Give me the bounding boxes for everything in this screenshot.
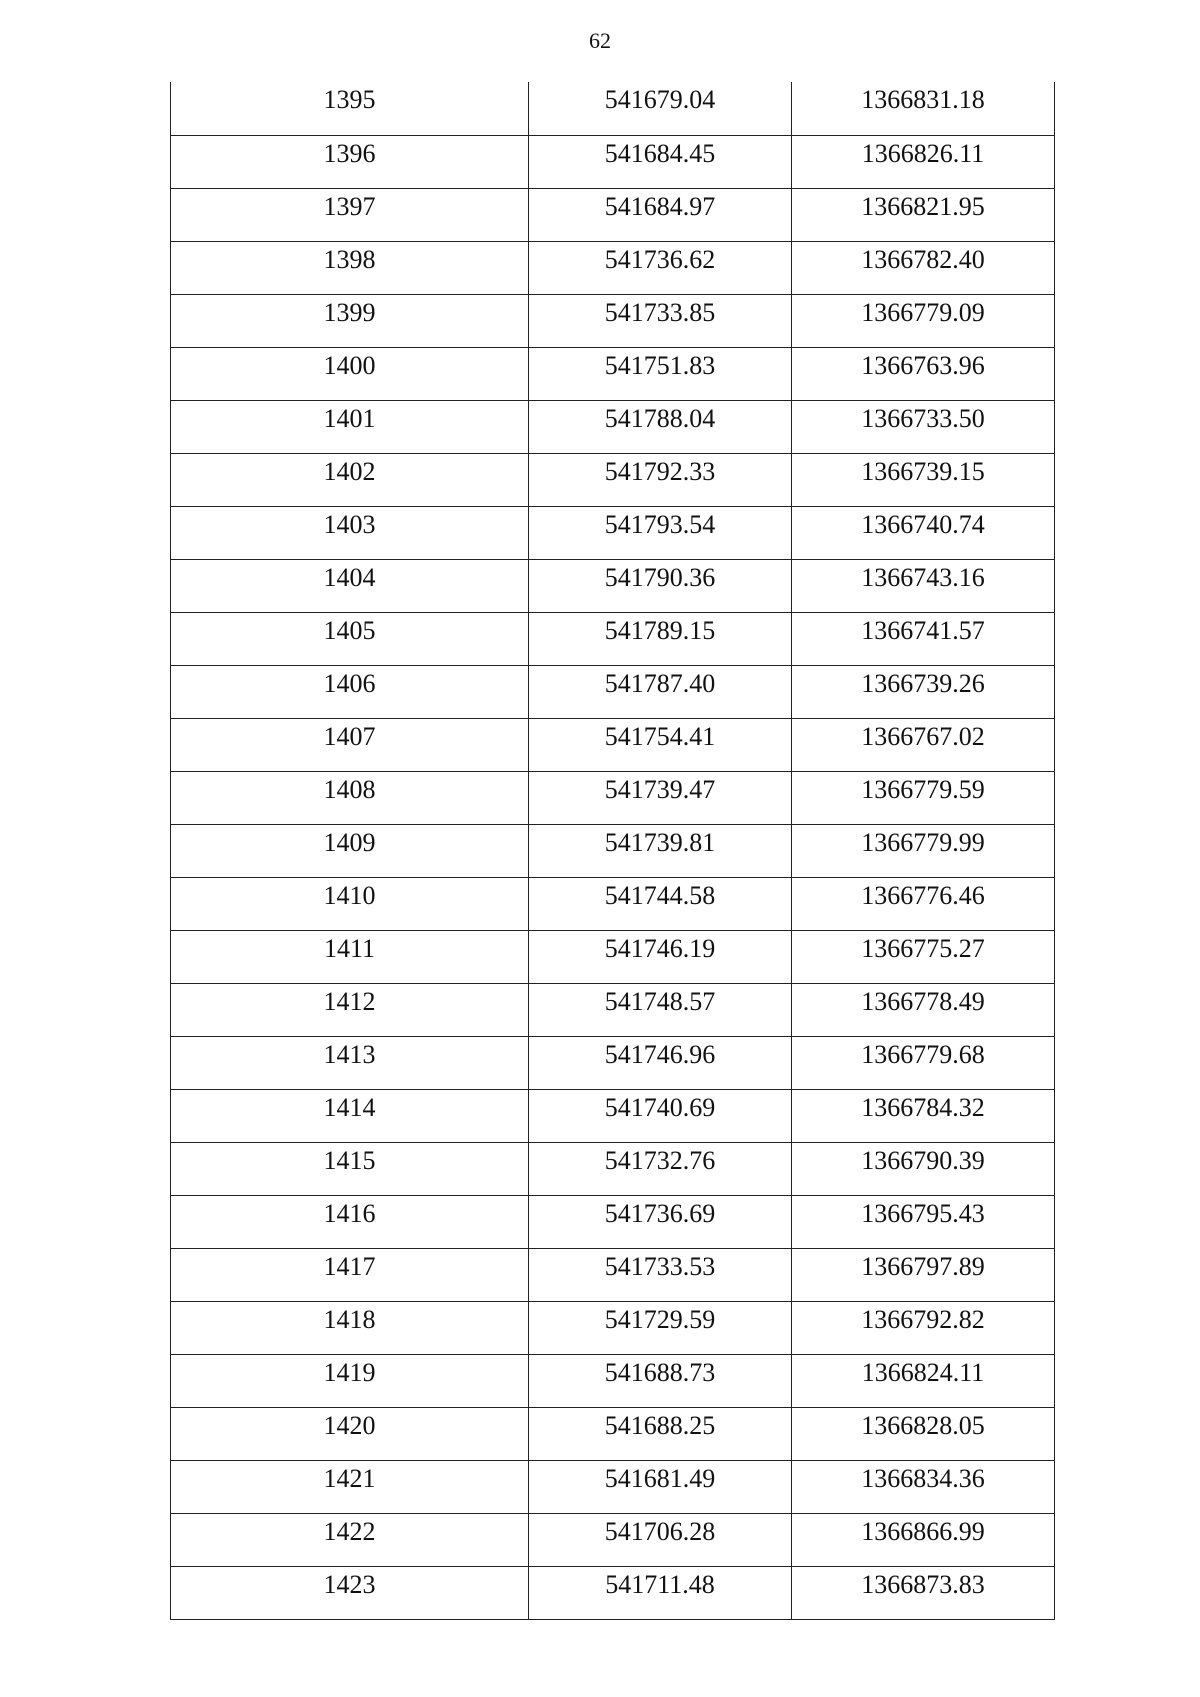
cell-text: 1402 — [323, 456, 376, 486]
x-coordinate-cell — [529, 241, 792, 294]
table-row — [171, 1301, 1055, 1354]
point-number-cell — [171, 1354, 529, 1407]
cell-text: 1423 — [323, 1569, 376, 1599]
table-row — [171, 241, 1055, 294]
cell-text: 1410 — [323, 880, 376, 910]
point-number-cell — [171, 983, 529, 1036]
cell-text: 1412 — [323, 986, 376, 1016]
cell-text: 541793.54 — [604, 509, 716, 539]
cell-text: 541732.76 — [604, 1145, 716, 1175]
cell-text: 1366763.96 — [861, 350, 985, 380]
y-coordinate-cell — [792, 453, 1055, 506]
point-number-cell — [171, 506, 529, 559]
point-number-cell — [171, 824, 529, 877]
cell-text: 1366779.09 — [861, 297, 985, 327]
cell-text: 1366834.36 — [861, 1463, 985, 1493]
y-coordinate-cell — [792, 294, 1055, 347]
point-number-cell — [171, 1142, 529, 1195]
cell-text: 1366775.27 — [861, 933, 985, 963]
table-row — [171, 1036, 1055, 1089]
cell-text: 1415 — [323, 1145, 376, 1175]
cell-text: 541748.57 — [604, 986, 716, 1016]
x-coordinate-cell — [529, 135, 792, 188]
cell-text: 1366779.59 — [861, 774, 985, 804]
y-coordinate-cell — [792, 1089, 1055, 1142]
cell-text: 541789.15 — [604, 615, 716, 645]
cell-text: 541746.96 — [604, 1039, 716, 1069]
table-row — [171, 1248, 1055, 1301]
table-row — [171, 1566, 1055, 1619]
cell-text: 541729.59 — [604, 1304, 716, 1334]
table-row — [171, 665, 1055, 718]
x-coordinate-cell — [529, 1354, 792, 1407]
x-coordinate-cell — [529, 1248, 792, 1301]
cell-text: 1398 — [323, 244, 376, 274]
table-row — [171, 294, 1055, 347]
point-number-cell — [171, 188, 529, 241]
point-number-cell — [171, 771, 529, 824]
y-coordinate-cell — [792, 771, 1055, 824]
table-row — [171, 453, 1055, 506]
y-coordinate-cell — [792, 1460, 1055, 1513]
cell-text: 541754.41 — [604, 721, 716, 751]
cell-text: 1366779.99 — [861, 827, 985, 857]
coordinates-table — [170, 82, 1055, 1620]
table-row — [171, 718, 1055, 771]
cell-text: 541790.36 — [604, 562, 716, 592]
cell-text: 541736.69 — [604, 1198, 716, 1228]
table-row — [171, 824, 1055, 877]
point-number-cell — [171, 82, 529, 135]
cell-text: 541733.85 — [604, 297, 716, 327]
table-row — [171, 983, 1055, 1036]
cell-text: 1413 — [323, 1039, 376, 1069]
cell-text: 1366776.46 — [861, 880, 985, 910]
point-number-cell — [171, 400, 529, 453]
point-number-cell — [171, 347, 529, 400]
x-coordinate-cell — [529, 453, 792, 506]
cell-text: 1366797.89 — [861, 1251, 985, 1281]
cell-text: 1414 — [323, 1092, 376, 1122]
point-number-cell — [171, 665, 529, 718]
cell-text: 1396 — [323, 138, 376, 168]
table-row — [171, 1089, 1055, 1142]
cell-text: 1366792.82 — [861, 1304, 985, 1334]
cell-text: 541688.25 — [604, 1410, 716, 1440]
cell-text: 1366782.40 — [861, 244, 985, 274]
y-coordinate-cell — [792, 665, 1055, 718]
cell-text: 541744.58 — [604, 880, 716, 910]
table-row — [171, 1407, 1055, 1460]
cell-text: 1366739.26 — [861, 668, 985, 698]
y-coordinate-cell — [792, 559, 1055, 612]
point-number-cell — [171, 1301, 529, 1354]
cell-text: 1405 — [323, 615, 376, 645]
x-coordinate-cell — [529, 1195, 792, 1248]
cell-text: 1400 — [323, 350, 376, 380]
cell-text: 1409 — [323, 827, 376, 857]
cell-text: 1407 — [323, 721, 376, 751]
y-coordinate-cell — [792, 1407, 1055, 1460]
cell-text: 1406 — [323, 668, 376, 698]
y-coordinate-cell — [792, 135, 1055, 188]
table-row — [171, 188, 1055, 241]
y-coordinate-cell — [792, 400, 1055, 453]
cell-text: 541688.73 — [604, 1357, 716, 1387]
point-number-cell — [171, 1407, 529, 1460]
point-number-cell — [171, 1460, 529, 1513]
point-number-cell — [171, 135, 529, 188]
point-number-cell — [171, 718, 529, 771]
cell-text: 1420 — [323, 1410, 376, 1440]
cell-text: 541751.83 — [604, 350, 716, 380]
cell-text: 1366779.68 — [861, 1039, 985, 1069]
y-coordinate-cell — [792, 1036, 1055, 1089]
x-coordinate-cell — [529, 824, 792, 877]
x-coordinate-cell — [529, 1407, 792, 1460]
cell-text: 541787.40 — [604, 668, 716, 698]
cell-text: 1366873.83 — [861, 1569, 985, 1599]
cell-text: 1399 — [323, 297, 376, 327]
x-coordinate-cell — [529, 983, 792, 1036]
cell-text: 541792.33 — [604, 456, 716, 486]
x-coordinate-cell — [529, 1036, 792, 1089]
y-coordinate-cell — [792, 506, 1055, 559]
table-row — [171, 1142, 1055, 1195]
y-coordinate-cell — [792, 1248, 1055, 1301]
cell-text: 541681.49 — [604, 1463, 716, 1493]
table-body — [171, 82, 1055, 1619]
table-row — [171, 347, 1055, 400]
cell-text: 1422 — [323, 1516, 376, 1546]
y-coordinate-cell — [792, 1354, 1055, 1407]
cell-text: 1366767.02 — [861, 721, 985, 751]
point-number-cell — [171, 930, 529, 983]
cell-text: 1366741.57 — [861, 615, 985, 645]
page-number: 62 — [589, 28, 611, 53]
cell-text: 1411 — [323, 933, 376, 963]
cell-text: 541736.62 — [604, 244, 716, 274]
y-coordinate-cell — [792, 1195, 1055, 1248]
cell-text: 1408 — [323, 774, 376, 804]
point-number-cell — [171, 559, 529, 612]
cell-text: 1404 — [323, 562, 376, 592]
x-coordinate-cell — [529, 877, 792, 930]
cell-text: 1366821.95 — [861, 191, 985, 221]
cell-text: 1418 — [323, 1304, 376, 1334]
cell-text: 1421 — [323, 1463, 376, 1493]
y-coordinate-cell — [792, 241, 1055, 294]
x-coordinate-cell — [529, 1142, 792, 1195]
table-row — [171, 1460, 1055, 1513]
y-coordinate-cell — [792, 1566, 1055, 1619]
point-number-cell — [171, 1566, 529, 1619]
x-coordinate-cell — [529, 559, 792, 612]
y-coordinate-cell — [792, 1301, 1055, 1354]
x-coordinate-cell — [529, 188, 792, 241]
cell-text: 1366828.05 — [861, 1410, 985, 1440]
cell-text: 1366866.99 — [861, 1516, 985, 1546]
x-coordinate-cell — [529, 1089, 792, 1142]
cell-text: 541706.28 — [604, 1516, 716, 1546]
cell-text: 541740.69 — [604, 1092, 716, 1122]
cell-text: 541788.04 — [604, 403, 716, 433]
cell-text: 541684.97 — [604, 191, 716, 221]
cell-text: 1366824.11 — [861, 1357, 985, 1387]
x-coordinate-cell — [529, 82, 792, 135]
cell-text: 1366778.49 — [861, 986, 985, 1016]
point-number-cell — [171, 612, 529, 665]
y-coordinate-cell — [792, 983, 1055, 1036]
table-row — [171, 506, 1055, 559]
cell-text: 1395 — [323, 85, 376, 114]
cell-text: 541739.47 — [604, 774, 716, 804]
cell-text: 541679.04 — [604, 85, 716, 114]
y-coordinate-cell — [792, 930, 1055, 983]
table-row — [171, 1513, 1055, 1566]
table-row — [171, 1354, 1055, 1407]
table-row — [171, 612, 1055, 665]
cell-text: 1366784.32 — [861, 1092, 985, 1122]
x-coordinate-cell — [529, 506, 792, 559]
table-row — [171, 771, 1055, 824]
y-coordinate-cell — [792, 347, 1055, 400]
cell-text: 1366733.50 — [861, 403, 985, 433]
point-number-cell — [171, 1089, 529, 1142]
x-coordinate-cell — [529, 1566, 792, 1619]
table-row — [171, 930, 1055, 983]
cell-text: 1366831.18 — [861, 85, 985, 114]
x-coordinate-cell — [529, 1301, 792, 1354]
y-coordinate-cell — [792, 1142, 1055, 1195]
y-coordinate-cell — [792, 82, 1055, 135]
y-coordinate-cell — [792, 612, 1055, 665]
y-coordinate-cell — [792, 877, 1055, 930]
x-coordinate-cell — [529, 1513, 792, 1566]
y-coordinate-cell — [792, 718, 1055, 771]
cell-text: 541684.45 — [604, 138, 716, 168]
cell-text: 1366739.15 — [861, 456, 985, 486]
cell-text: 1366740.74 — [861, 509, 985, 539]
table-row — [171, 82, 1055, 135]
table-row — [171, 135, 1055, 188]
cell-text: 1397 — [323, 191, 376, 221]
cell-text: 1419 — [323, 1357, 376, 1387]
point-number-cell — [171, 294, 529, 347]
x-coordinate-cell — [529, 1460, 792, 1513]
point-number-cell — [171, 453, 529, 506]
cell-text: 1417 — [323, 1251, 376, 1281]
y-coordinate-cell — [792, 188, 1055, 241]
x-coordinate-cell — [529, 718, 792, 771]
x-coordinate-cell — [529, 665, 792, 718]
point-number-cell — [171, 1248, 529, 1301]
table-row — [171, 559, 1055, 612]
cell-text: 1416 — [323, 1198, 376, 1228]
cell-text: 1366743.16 — [861, 562, 985, 592]
cell-text: 541746.19 — [604, 933, 716, 963]
x-coordinate-cell — [529, 930, 792, 983]
cell-text: 1366790.39 — [861, 1145, 985, 1175]
cell-text: 1403 — [323, 509, 376, 539]
cell-text: 1366826.11 — [861, 138, 985, 168]
x-coordinate-cell — [529, 771, 792, 824]
point-number-cell — [171, 1036, 529, 1089]
cell-text: 541733.53 — [604, 1251, 716, 1281]
y-coordinate-cell — [792, 824, 1055, 877]
point-number-cell — [171, 241, 529, 294]
cell-text: 541711.48 — [605, 1569, 715, 1599]
point-number-cell — [171, 1513, 529, 1566]
point-number-cell — [171, 877, 529, 930]
cell-text: 1401 — [323, 403, 376, 433]
x-coordinate-cell — [529, 347, 792, 400]
y-coordinate-cell — [792, 1513, 1055, 1566]
x-coordinate-cell — [529, 612, 792, 665]
x-coordinate-cell — [529, 400, 792, 453]
table-row — [171, 877, 1055, 930]
table-row — [171, 400, 1055, 453]
point-number-cell — [171, 1195, 529, 1248]
x-coordinate-cell — [529, 294, 792, 347]
cell-text: 1366795.43 — [861, 1198, 985, 1228]
table-row — [171, 1195, 1055, 1248]
cell-text: 541739.81 — [604, 827, 716, 857]
